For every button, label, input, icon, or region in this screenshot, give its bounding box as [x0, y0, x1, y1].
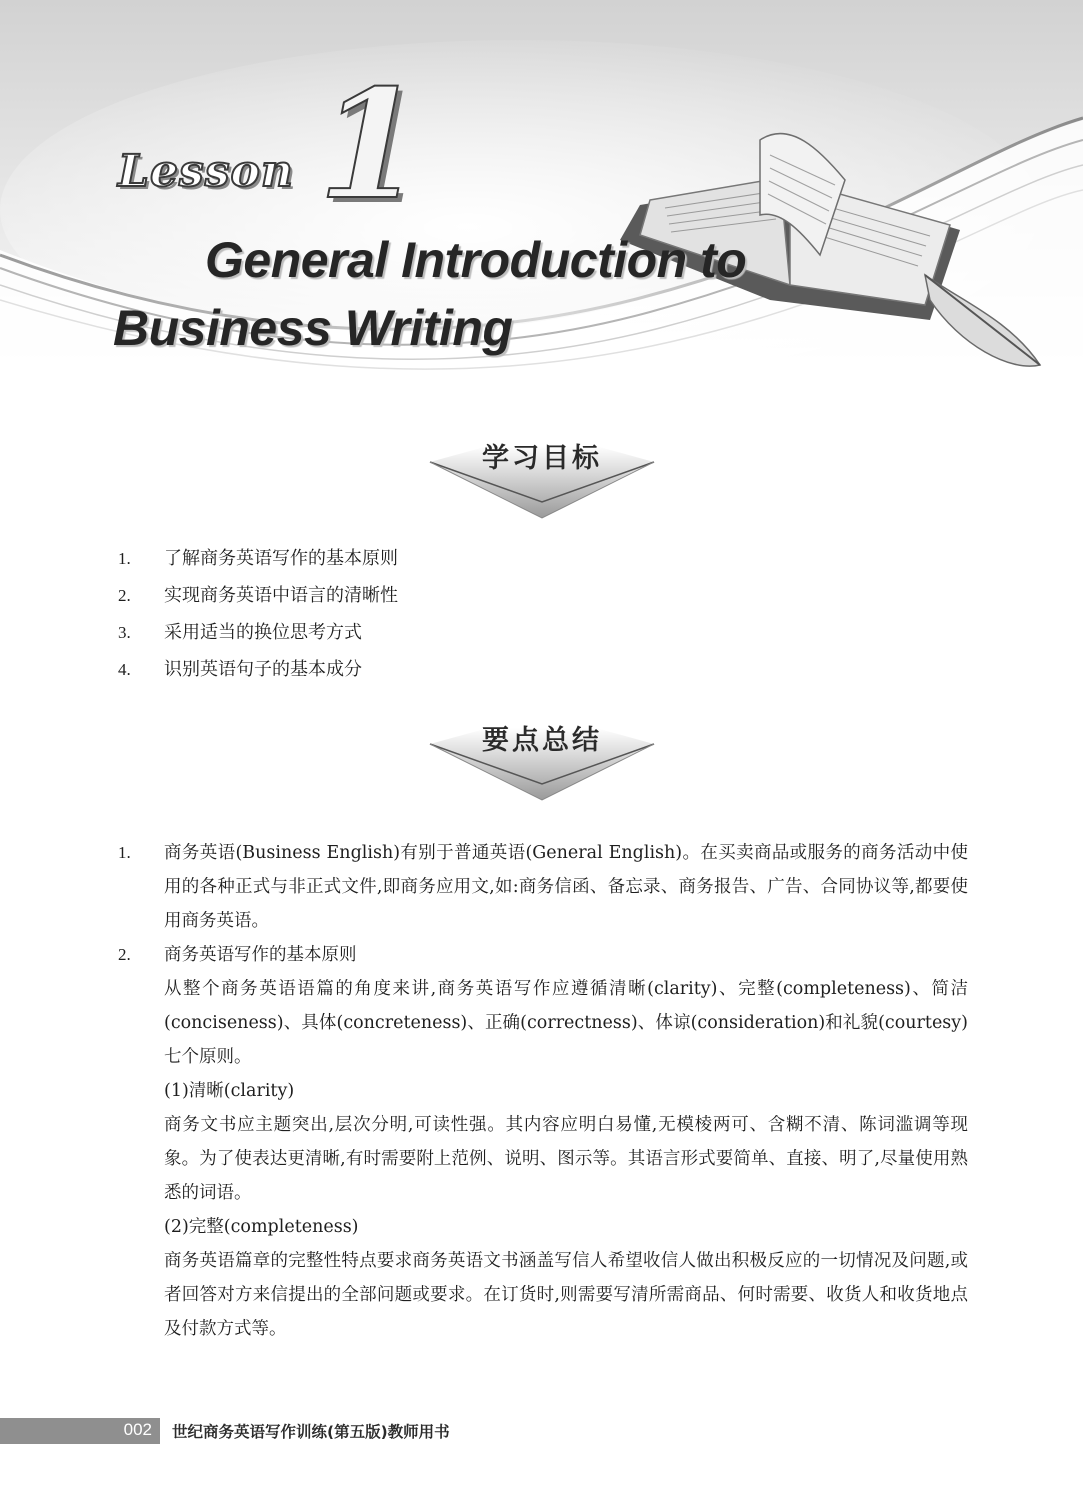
summary-list — [118, 836, 968, 1346]
item-number: 1. — [118, 843, 131, 862]
item-number: 3. — [118, 623, 131, 642]
list-item — [118, 582, 398, 619]
list-item — [118, 836, 968, 938]
objectives-heading: 学习目标 — [482, 443, 602, 474]
completeness-text: 商务英语篇章的完整性特点要求商务英语文书涵盖写信人希望收信人做出积极反应的一切情况及问题,或者回答对方来信提出的全部问题或要求。在订货时,则需要写清所需商品、何时需要、收货人和收货地点及付款方式等。 — [164, 1251, 968, 1339]
page-footer — [0, 1418, 1083, 1444]
item-number: 4. — [118, 660, 131, 679]
lesson-title-line-1: General Introduction to — [205, 232, 747, 288]
page-number-box — [0, 1418, 160, 1444]
item-number: 2. — [118, 945, 131, 964]
book-title: 世纪商务英语写作训练(第五版)教师用书 — [172, 1423, 450, 1441]
list-item — [118, 545, 398, 582]
lesson-title-line-2: Business Writing — [113, 300, 513, 356]
list-item — [118, 938, 968, 1346]
page-number: 002 — [123, 1420, 152, 1439]
item-number: 2. — [118, 586, 131, 605]
lesson-label: Lesson — [118, 146, 294, 197]
principles-heading: 商务英语写作的基本原则 — [164, 945, 357, 965]
list-item — [118, 619, 398, 656]
list-item — [118, 656, 398, 693]
objectives-list — [118, 545, 398, 693]
summary-heading: 要点总结 — [482, 725, 602, 756]
item-text: 识别英语句子的基本成分 — [164, 659, 362, 680]
item-text: 商务英语(Business English)有别于普通英语(General English)。在买卖商品或服务的商务活动中使用的各种正式与非正式文件,即商务应用文,如:商务信函、备忘录、商务报告、广告、合同协议等,都要使用商务英语。 — [164, 843, 968, 931]
item-text: 实现商务英语中语言的清晰性 — [164, 585, 398, 606]
lesson-number: 1 — [318, 57, 423, 233]
completeness-title: (2)完整(completeness) — [164, 1217, 359, 1237]
item-text: 采用适当的换位思考方式 — [164, 622, 362, 643]
principles-intro: 从整个商务英语语篇的角度来讲,商务英语写作应遵循清晰(clarity)、完整(completeness)、简洁(conciseness)、具体(concreteness)、正确(correctness)、体谅(consideration)和礼貌(courtesy)七个原则。 — [164, 979, 968, 1067]
objectives-section-header — [428, 432, 656, 522]
clarity-title: (1)清晰(clarity) — [164, 1081, 295, 1101]
clarity-text: 商务文书应主题突出,层次分明,可读性强。其内容应明白易懂,无模棱两可、含糊不清、陈词滥调等现象。为了使表达更清晰,有时需要附上范例、说明、图示等。其语言形式要简单、直接、明了,尽量使用熟悉的词语。 — [164, 1115, 968, 1203]
item-text: 了解商务英语写作的基本原则 — [164, 548, 398, 569]
item-number: 1. — [118, 549, 131, 568]
lesson-banner — [0, 0, 1083, 400]
summary-section-header — [428, 714, 656, 804]
